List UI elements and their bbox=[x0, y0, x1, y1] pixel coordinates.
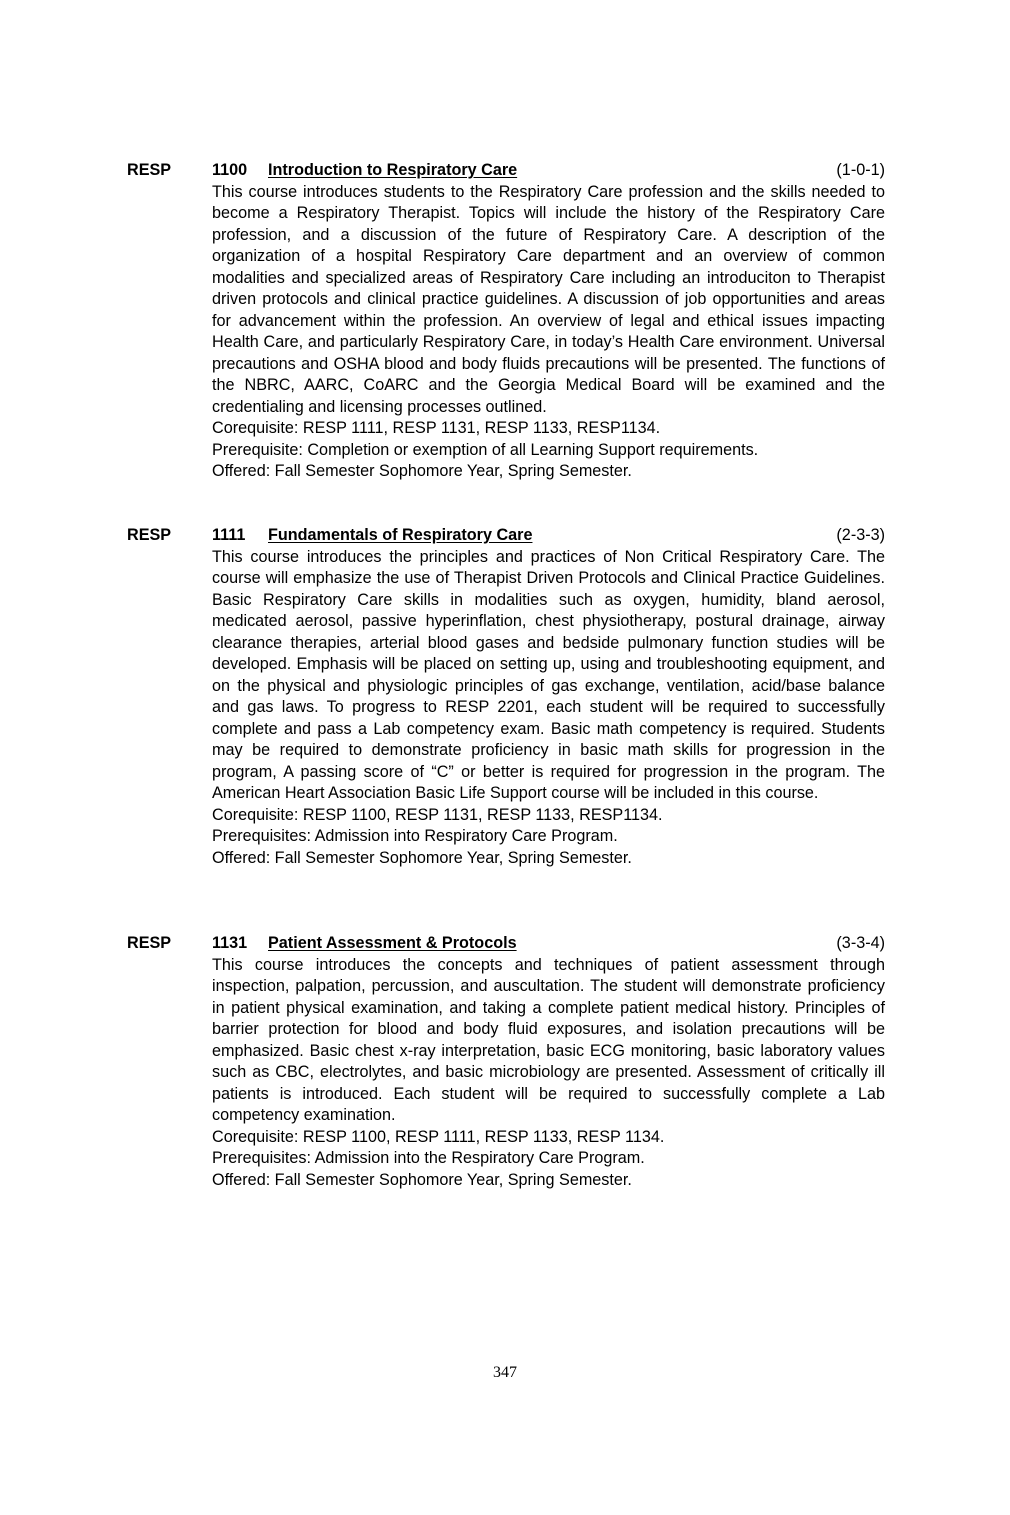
course-header bbox=[127, 933, 885, 955]
course-prerequisite: Prerequisites: Admission into the Respiratory Care Program. bbox=[212, 1149, 645, 1167]
course-credits: (1-0-1) bbox=[836, 161, 885, 179]
course-description: This course introduces the concepts and techniques of patient assessment through inspection, palpation, percussion, and auscultation. The student will demonstrate proficiency in patient physical examination, and taking a complete patient medical history. Principles of barrier protection for blood and body fluid exposures, and isolation precautions will be emphasized. Basic chest x-ray interpretation, basic ECG monitoring, basic laboratory values such as CBC, electrolytes, and basic microbiology are presented. Assessment of critically ill patients is introduced. Each student will be required to successfully complete a Lab competency examination. bbox=[212, 955, 885, 1124]
course-number: 1131 bbox=[212, 934, 248, 952]
course-title: Fundamentals of Respiratory Care bbox=[268, 526, 533, 544]
course-entry-resp-1111 bbox=[127, 525, 885, 869]
course-offered: Offered: Fall Semester Sophomore Year, Spring Semester. bbox=[212, 848, 632, 867]
course-number: 1100 bbox=[212, 161, 248, 179]
course-offered: Offered: Fall Semester Sophomore Year, Spring Semester. bbox=[212, 462, 632, 480]
course-department: RESP bbox=[127, 526, 172, 544]
course-credits: (3-3-4) bbox=[836, 934, 885, 952]
course-offered: Offered: Fall Semester Sophomore Year, Spring Semester. bbox=[212, 1170, 632, 1189]
course-number: 1111 bbox=[212, 526, 246, 544]
course-prerequisite: Prerequisite: Completion or exemption of all Learning Support requirements. bbox=[212, 440, 759, 459]
course-body bbox=[212, 547, 885, 870]
course-entry-resp-1131 bbox=[127, 933, 885, 1191]
course-department: RESP bbox=[127, 934, 172, 952]
course-description: This course introduces the principles and practices of Non Critical Respiratory Care. The course will emphasize the use of Therapist Driven Protocols and Clinical Practice Guidelines. Basic Respiratory Care skills in modalities such as oxygen, humidity, bland aerosol, medicated aerosol, passive hyperinflation, chest physiotherapy, postural drainage, airway clearance therapies, arterial blood gases and bedside pulmonary function studies will be developed. Emphasis will be placed on setting up, using and troubleshooting equipment, and on the physical and physiologic principles of gas exchange, ventilation, acid/base balance and gas laws. To progress to RESP 2201, each student will be required to successfully complete and pass a Lab competency exam. Basic math competency is required. Students may be required to demonstrate proficiency in basic math skills for progression in the program, A passing score of “C” or better is required for progression in the program. The American Heart Association Basic Life Support course will be included in this course. bbox=[212, 547, 885, 802]
course-description: This course introduces students to the Respiratory Care profession and the skills needed to become a Respiratory Therapist. Topics will include the history of the Respiratory Care profession, and a discussion of the future of Respiratory Care. A description of the organization of a hospital Respiratory Care department and an overview of common modalities and specialized areas of Respiratory Care including an introduciton to Therapist driven protocols and clinical practice guidelines. A discussion of job opportunities and areas for advancement within the profession. An overview of legal and ethical issues impacting Health Care, and particularly Respiratory Care, in today’s Health Care environment. Universal precautions and OSHA blood and body fluids precautions will be presented. The functions of the NBRC, AARC, CoARC and the Georgia Medical Board will be examined and the credentialing and licensing processes outlined. bbox=[212, 182, 885, 416]
course-corequisite: Corequisite: RESP 1100, RESP 1131, RESP 1133, RESP1134. bbox=[212, 805, 663, 824]
course-body bbox=[212, 955, 885, 1192]
course-department: RESP bbox=[127, 161, 172, 179]
course-body bbox=[212, 182, 885, 483]
course-corequisite: Corequisite: RESP 1111, RESP 1131, RESP 1133, RESP1134. bbox=[212, 419, 661, 437]
course-title: Introduction to Respiratory Care bbox=[268, 161, 518, 179]
course-title: Patient Assessment & Protocols bbox=[268, 934, 517, 952]
course-corequisite: Corequisite: RESP 1100, RESP 1111, RESP 1133, RESP 1134. bbox=[212, 1127, 665, 1146]
course-prerequisite: Prerequisites: Admission into Respiratory Care Program. bbox=[212, 827, 618, 845]
course-header bbox=[127, 525, 885, 547]
course-header bbox=[127, 160, 885, 182]
page-number: 347 bbox=[493, 1364, 517, 1381]
course-credits: (2-3-3) bbox=[836, 526, 885, 544]
course-entry-resp-1100 bbox=[127, 160, 885, 483]
